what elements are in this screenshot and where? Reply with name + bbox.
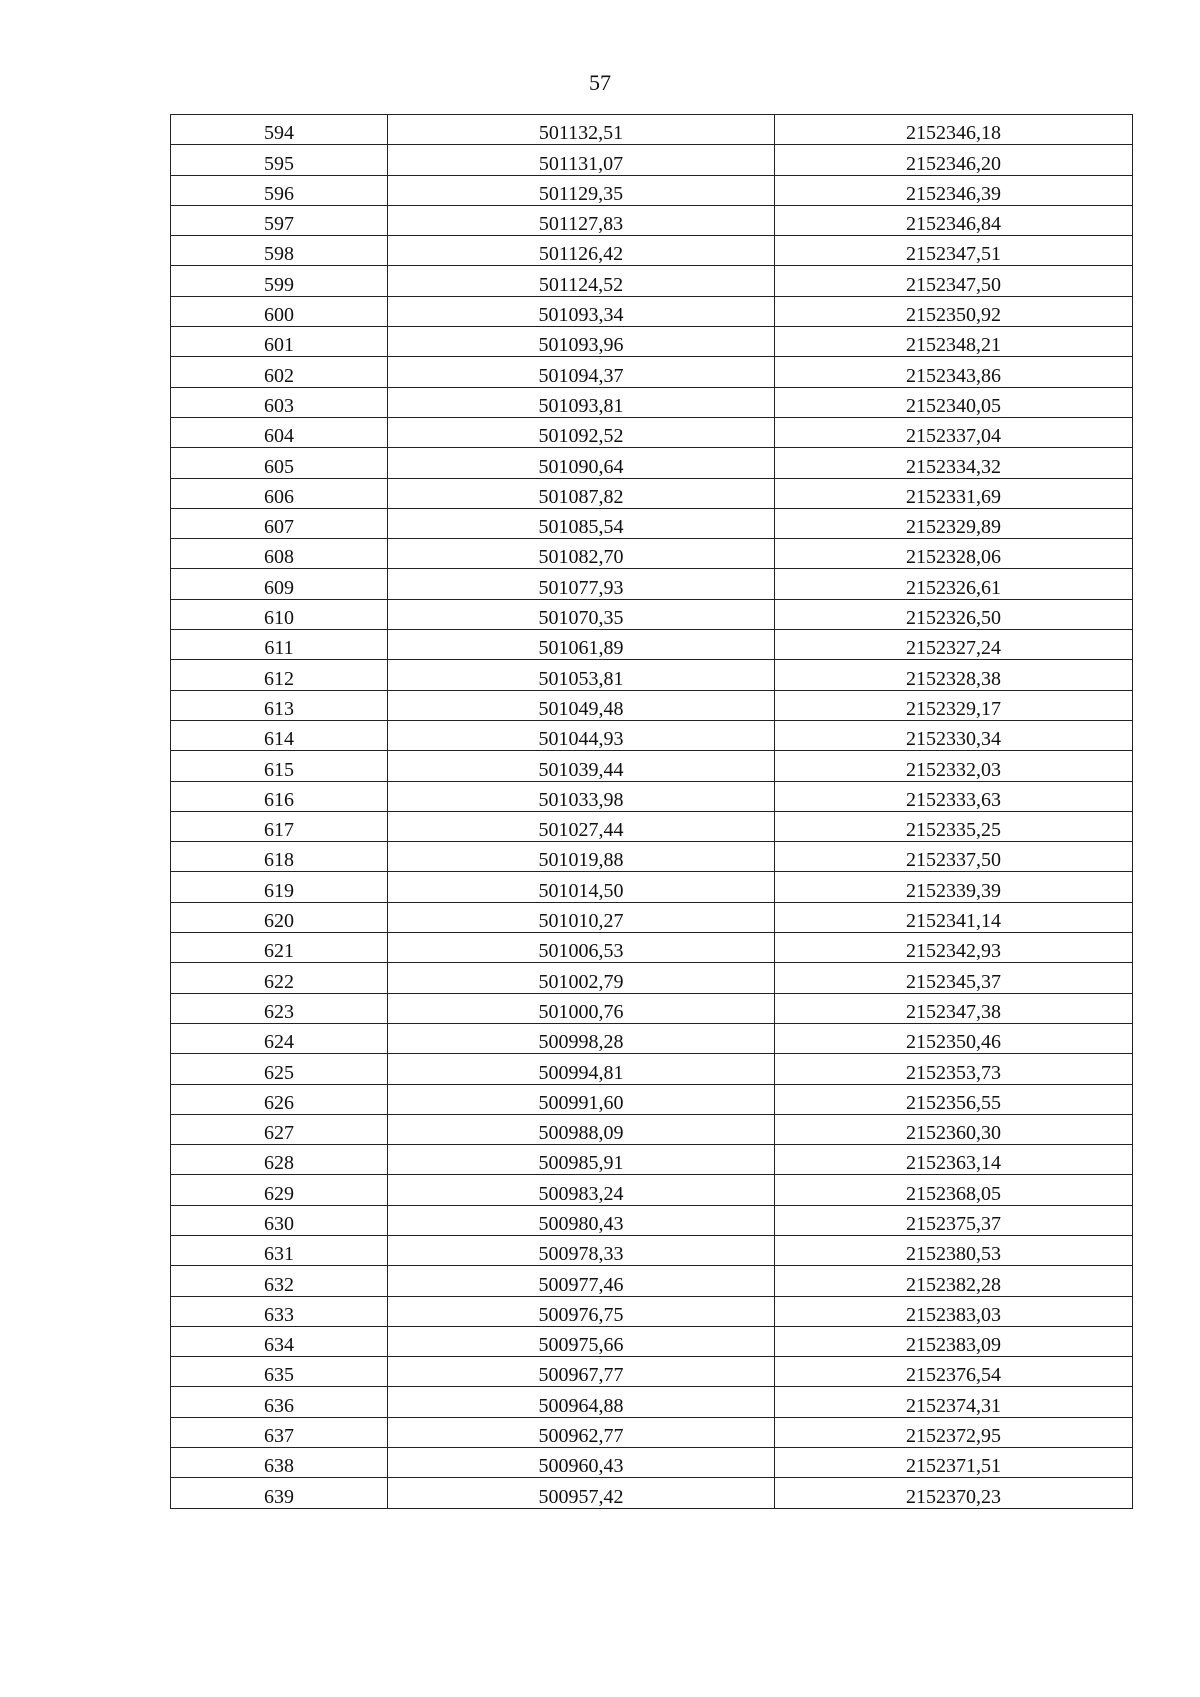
x-coordinate-cell: 501093,34 xyxy=(388,296,775,326)
table-row xyxy=(171,599,1133,629)
table-row xyxy=(171,539,1133,569)
x-coordinate-cell: 500998,28 xyxy=(388,1023,775,1053)
table-row xyxy=(171,751,1133,781)
y-coordinate-cell: 2152337,04 xyxy=(775,417,1133,447)
y-coordinate-cell: 2152343,86 xyxy=(775,357,1133,387)
table-row xyxy=(171,1326,1133,1356)
y-coordinate-cell: 2152371,51 xyxy=(775,1448,1133,1478)
y-coordinate-cell: 2152335,25 xyxy=(775,811,1133,841)
point-number-cell: 619 xyxy=(171,872,388,902)
point-number-cell: 632 xyxy=(171,1266,388,1296)
point-number-cell: 602 xyxy=(171,357,388,387)
point-number-cell: 627 xyxy=(171,1114,388,1144)
x-coordinate-cell: 501006,53 xyxy=(388,933,775,963)
x-coordinate-cell: 501014,50 xyxy=(388,872,775,902)
x-coordinate-cell: 501093,81 xyxy=(388,387,775,417)
y-coordinate-cell: 2152334,32 xyxy=(775,448,1133,478)
y-coordinate-cell: 2152374,31 xyxy=(775,1387,1133,1417)
x-coordinate-cell: 500976,75 xyxy=(388,1296,775,1326)
table-row xyxy=(171,145,1133,175)
table-row xyxy=(171,1235,1133,1265)
y-coordinate-cell: 2152337,50 xyxy=(775,842,1133,872)
x-coordinate-cell: 501000,76 xyxy=(388,993,775,1023)
x-coordinate-cell: 501127,83 xyxy=(388,205,775,235)
x-coordinate-cell: 501085,54 xyxy=(388,508,775,538)
point-number-cell: 626 xyxy=(171,1084,388,1114)
table-row xyxy=(171,1448,1133,1478)
y-coordinate-cell: 2152346,39 xyxy=(775,175,1133,205)
x-coordinate-cell: 501061,89 xyxy=(388,630,775,660)
point-number-cell: 607 xyxy=(171,508,388,538)
x-coordinate-cell: 501093,96 xyxy=(388,327,775,357)
point-number-cell: 600 xyxy=(171,296,388,326)
table-row xyxy=(171,569,1133,599)
table-row xyxy=(171,993,1133,1023)
x-coordinate-cell: 500985,91 xyxy=(388,1145,775,1175)
x-coordinate-cell: 501010,27 xyxy=(388,902,775,932)
x-coordinate-cell: 500960,43 xyxy=(388,1448,775,1478)
y-coordinate-cell: 2152333,63 xyxy=(775,781,1133,811)
point-number-cell: 634 xyxy=(171,1326,388,1356)
table-row xyxy=(171,811,1133,841)
y-coordinate-cell: 2152360,30 xyxy=(775,1114,1133,1144)
y-coordinate-cell: 2152375,37 xyxy=(775,1205,1133,1235)
x-coordinate-cell: 500983,24 xyxy=(388,1175,775,1205)
table-row xyxy=(171,175,1133,205)
point-number-cell: 610 xyxy=(171,599,388,629)
point-number-cell: 624 xyxy=(171,1023,388,1053)
point-number-cell: 638 xyxy=(171,1448,388,1478)
point-number-cell: 595 xyxy=(171,145,388,175)
x-coordinate-cell: 501132,51 xyxy=(388,115,775,145)
coordinates-table-body xyxy=(171,115,1133,1509)
point-number-cell: 599 xyxy=(171,266,388,296)
y-coordinate-cell: 2152342,93 xyxy=(775,933,1133,963)
table-row xyxy=(171,1296,1133,1326)
y-coordinate-cell: 2152332,03 xyxy=(775,751,1133,781)
table-row xyxy=(171,630,1133,660)
y-coordinate-cell: 2152347,38 xyxy=(775,993,1133,1023)
y-coordinate-cell: 2152345,37 xyxy=(775,963,1133,993)
table-row xyxy=(171,1054,1133,1084)
x-coordinate-cell: 500991,60 xyxy=(388,1084,775,1114)
table-row xyxy=(171,1205,1133,1235)
page-number: 57 xyxy=(589,70,611,95)
y-coordinate-cell: 2152382,28 xyxy=(775,1266,1133,1296)
point-number-cell: 612 xyxy=(171,660,388,690)
y-coordinate-cell: 2152328,38 xyxy=(775,660,1133,690)
table-row xyxy=(171,1023,1133,1053)
y-coordinate-cell: 2152346,20 xyxy=(775,145,1133,175)
x-coordinate-cell: 500957,42 xyxy=(388,1478,775,1508)
table-row xyxy=(171,115,1133,145)
point-number-cell: 637 xyxy=(171,1417,388,1447)
y-coordinate-cell: 2152347,50 xyxy=(775,266,1133,296)
point-number-cell: 594 xyxy=(171,115,388,145)
x-coordinate-cell: 501124,52 xyxy=(388,266,775,296)
table-row xyxy=(171,1357,1133,1387)
x-coordinate-cell: 500967,77 xyxy=(388,1357,775,1387)
table-row xyxy=(171,327,1133,357)
y-coordinate-cell: 2152328,06 xyxy=(775,539,1133,569)
table-row xyxy=(171,387,1133,417)
table-row xyxy=(171,357,1133,387)
point-number-cell: 621 xyxy=(171,933,388,963)
x-coordinate-cell: 500980,43 xyxy=(388,1205,775,1235)
table-row xyxy=(171,872,1133,902)
point-number-cell: 611 xyxy=(171,630,388,660)
y-coordinate-cell: 2152348,21 xyxy=(775,327,1133,357)
table-row xyxy=(171,902,1133,932)
x-coordinate-cell: 501044,93 xyxy=(388,720,775,750)
y-coordinate-cell: 2152350,46 xyxy=(775,1023,1133,1053)
x-coordinate-cell: 501087,82 xyxy=(388,478,775,508)
point-number-cell: 603 xyxy=(171,387,388,417)
x-coordinate-cell: 500994,81 xyxy=(388,1054,775,1084)
x-coordinate-cell: 500964,88 xyxy=(388,1387,775,1417)
point-number-cell: 605 xyxy=(171,448,388,478)
x-coordinate-cell: 501126,42 xyxy=(388,236,775,266)
point-number-cell: 616 xyxy=(171,781,388,811)
y-coordinate-cell: 2152329,89 xyxy=(775,508,1133,538)
y-coordinate-cell: 2152326,50 xyxy=(775,599,1133,629)
table-row xyxy=(171,720,1133,750)
y-coordinate-cell: 2152383,09 xyxy=(775,1326,1133,1356)
point-number-cell: 604 xyxy=(171,417,388,447)
y-coordinate-cell: 2152330,34 xyxy=(775,720,1133,750)
y-coordinate-cell: 2152368,05 xyxy=(775,1175,1133,1205)
y-coordinate-cell: 2152376,54 xyxy=(775,1357,1133,1387)
y-coordinate-cell: 2152341,14 xyxy=(775,902,1133,932)
point-number-cell: 629 xyxy=(171,1175,388,1205)
table-row xyxy=(171,296,1133,326)
y-coordinate-cell: 2152326,61 xyxy=(775,569,1133,599)
table-row xyxy=(171,1084,1133,1114)
point-number-cell: 606 xyxy=(171,478,388,508)
x-coordinate-cell: 501092,52 xyxy=(388,417,775,447)
table-row xyxy=(171,842,1133,872)
point-number-cell: 618 xyxy=(171,842,388,872)
y-coordinate-cell: 2152363,14 xyxy=(775,1145,1133,1175)
x-coordinate-cell: 500975,66 xyxy=(388,1326,775,1356)
x-coordinate-cell: 501090,64 xyxy=(388,448,775,478)
point-number-cell: 608 xyxy=(171,539,388,569)
table-row xyxy=(171,1478,1133,1508)
point-number-cell: 623 xyxy=(171,993,388,1023)
x-coordinate-cell: 500988,09 xyxy=(388,1114,775,1144)
x-coordinate-cell: 501131,07 xyxy=(388,145,775,175)
x-coordinate-cell: 501129,35 xyxy=(388,175,775,205)
y-coordinate-cell: 2152340,05 xyxy=(775,387,1133,417)
point-number-cell: 615 xyxy=(171,751,388,781)
point-number-cell: 636 xyxy=(171,1387,388,1417)
table-row xyxy=(171,417,1133,447)
table-row xyxy=(171,266,1133,296)
table-row xyxy=(171,1175,1133,1205)
point-number-cell: 614 xyxy=(171,720,388,750)
table-row xyxy=(171,478,1133,508)
coordinates-table xyxy=(170,114,1133,1509)
x-coordinate-cell: 501070,35 xyxy=(388,599,775,629)
table-row xyxy=(171,690,1133,720)
y-coordinate-cell: 2152383,03 xyxy=(775,1296,1133,1326)
point-number-cell: 639 xyxy=(171,1478,388,1508)
point-number-cell: 628 xyxy=(171,1145,388,1175)
point-number-cell: 601 xyxy=(171,327,388,357)
table-row xyxy=(171,660,1133,690)
y-coordinate-cell: 2152372,95 xyxy=(775,1417,1133,1447)
table-row xyxy=(171,236,1133,266)
y-coordinate-cell: 2152350,92 xyxy=(775,296,1133,326)
point-number-cell: 631 xyxy=(171,1235,388,1265)
point-number-cell: 630 xyxy=(171,1205,388,1235)
y-coordinate-cell: 2152346,18 xyxy=(775,115,1133,145)
x-coordinate-cell: 501033,98 xyxy=(388,781,775,811)
y-coordinate-cell: 2152327,24 xyxy=(775,630,1133,660)
x-coordinate-cell: 500962,77 xyxy=(388,1417,775,1447)
y-coordinate-cell: 2152356,55 xyxy=(775,1084,1133,1114)
y-coordinate-cell: 2152353,73 xyxy=(775,1054,1133,1084)
y-coordinate-cell: 2152370,23 xyxy=(775,1478,1133,1508)
y-coordinate-cell: 2152347,51 xyxy=(775,236,1133,266)
y-coordinate-cell: 2152329,17 xyxy=(775,690,1133,720)
table-row xyxy=(171,963,1133,993)
x-coordinate-cell: 501077,93 xyxy=(388,569,775,599)
table-row xyxy=(171,1417,1133,1447)
point-number-cell: 613 xyxy=(171,690,388,720)
x-coordinate-cell: 501094,37 xyxy=(388,357,775,387)
x-coordinate-cell: 501039,44 xyxy=(388,751,775,781)
table-row xyxy=(171,781,1133,811)
y-coordinate-cell: 2152331,69 xyxy=(775,478,1133,508)
table-row xyxy=(171,1114,1133,1144)
table-row xyxy=(171,1145,1133,1175)
table-row xyxy=(171,205,1133,235)
table-row xyxy=(171,1387,1133,1417)
point-number-cell: 622 xyxy=(171,963,388,993)
point-number-cell: 596 xyxy=(171,175,388,205)
x-coordinate-cell: 500977,46 xyxy=(388,1266,775,1296)
y-coordinate-cell: 2152346,84 xyxy=(775,205,1133,235)
point-number-cell: 598 xyxy=(171,236,388,266)
x-coordinate-cell: 501019,88 xyxy=(388,842,775,872)
point-number-cell: 609 xyxy=(171,569,388,599)
x-coordinate-cell: 501053,81 xyxy=(388,660,775,690)
table-row xyxy=(171,448,1133,478)
x-coordinate-cell: 500978,33 xyxy=(388,1235,775,1265)
x-coordinate-cell: 501027,44 xyxy=(388,811,775,841)
x-coordinate-cell: 501049,48 xyxy=(388,690,775,720)
point-number-cell: 597 xyxy=(171,205,388,235)
x-coordinate-cell: 501082,70 xyxy=(388,539,775,569)
y-coordinate-cell: 2152339,39 xyxy=(775,872,1133,902)
point-number-cell: 635 xyxy=(171,1357,388,1387)
table-row xyxy=(171,1266,1133,1296)
table-row xyxy=(171,933,1133,963)
point-number-cell: 620 xyxy=(171,902,388,932)
point-number-cell: 633 xyxy=(171,1296,388,1326)
point-number-cell: 617 xyxy=(171,811,388,841)
point-number-cell: 625 xyxy=(171,1054,388,1084)
y-coordinate-cell: 2152380,53 xyxy=(775,1235,1133,1265)
x-coordinate-cell: 501002,79 xyxy=(388,963,775,993)
table-row xyxy=(171,508,1133,538)
